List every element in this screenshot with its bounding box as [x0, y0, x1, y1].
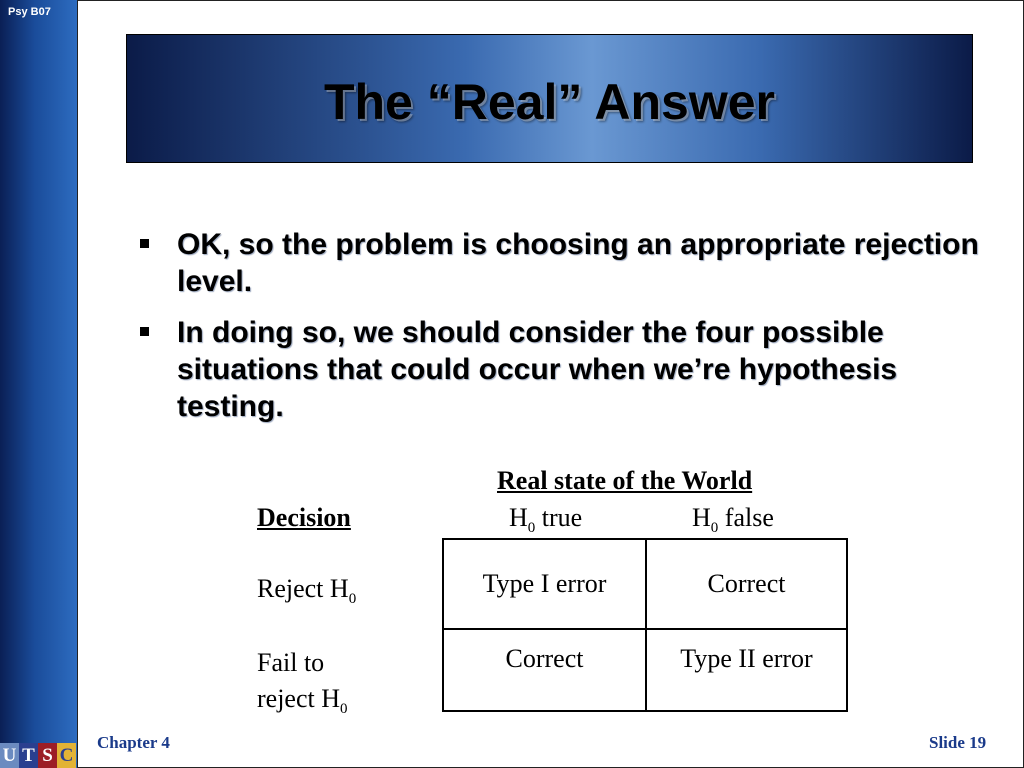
utsc-logo [0, 743, 76, 768]
column-header-h: H [692, 503, 711, 532]
bullet-text: In doing so, we should consider the four possible situations that could occur when we’re hypothesis testing. [177, 316, 898, 423]
table-cell: Correct [645, 538, 848, 630]
row-label-text: Fail to [257, 648, 325, 677]
title-banner [126, 34, 973, 163]
sidebar [0, 0, 77, 768]
row-label-sub: 0 [348, 591, 357, 608]
bullet-item [140, 314, 990, 425]
decision-label: Decision [257, 503, 351, 532]
table-cell: Type I error [442, 538, 647, 630]
logo-letter-c: C [57, 743, 76, 768]
square-bullet-icon [140, 327, 149, 336]
row-label-fail [257, 645, 348, 727]
column-header-h: H [509, 503, 528, 532]
square-bullet-icon [140, 239, 149, 248]
row-label-reject [257, 574, 356, 608]
row-label-sub: 0 [340, 701, 348, 718]
course-label: Psy B07 [8, 6, 51, 18]
column-header-rest: false [718, 503, 774, 532]
slide-title: The “Real” Answer [323, 74, 776, 130]
column-header-sub: 0 [710, 520, 719, 537]
bullet-item [140, 226, 990, 300]
bullet-text: OK, so the problem is choosing an appropriate rejection level. [177, 228, 979, 298]
table-header: Real state of the World [497, 466, 753, 495]
column-header-rest: true [535, 503, 583, 532]
footer-slide-number: Slide 19 [929, 733, 987, 752]
row-label-text: Reject H [257, 574, 349, 603]
table-cell: Type II error [645, 628, 848, 712]
table-cell: Correct [442, 628, 647, 712]
column-header-h0-true [509, 503, 582, 537]
column-header-sub: 0 [527, 520, 536, 537]
logo-letter-u: U [0, 743, 19, 768]
footer-chapter: Chapter 4 [97, 733, 170, 752]
logo-letter-t: T [19, 743, 38, 768]
column-header-h0-false [692, 503, 774, 537]
row-label-text-line2: reject H [257, 684, 341, 713]
logo-letter-s: S [38, 743, 57, 768]
bullet-list [140, 226, 990, 439]
